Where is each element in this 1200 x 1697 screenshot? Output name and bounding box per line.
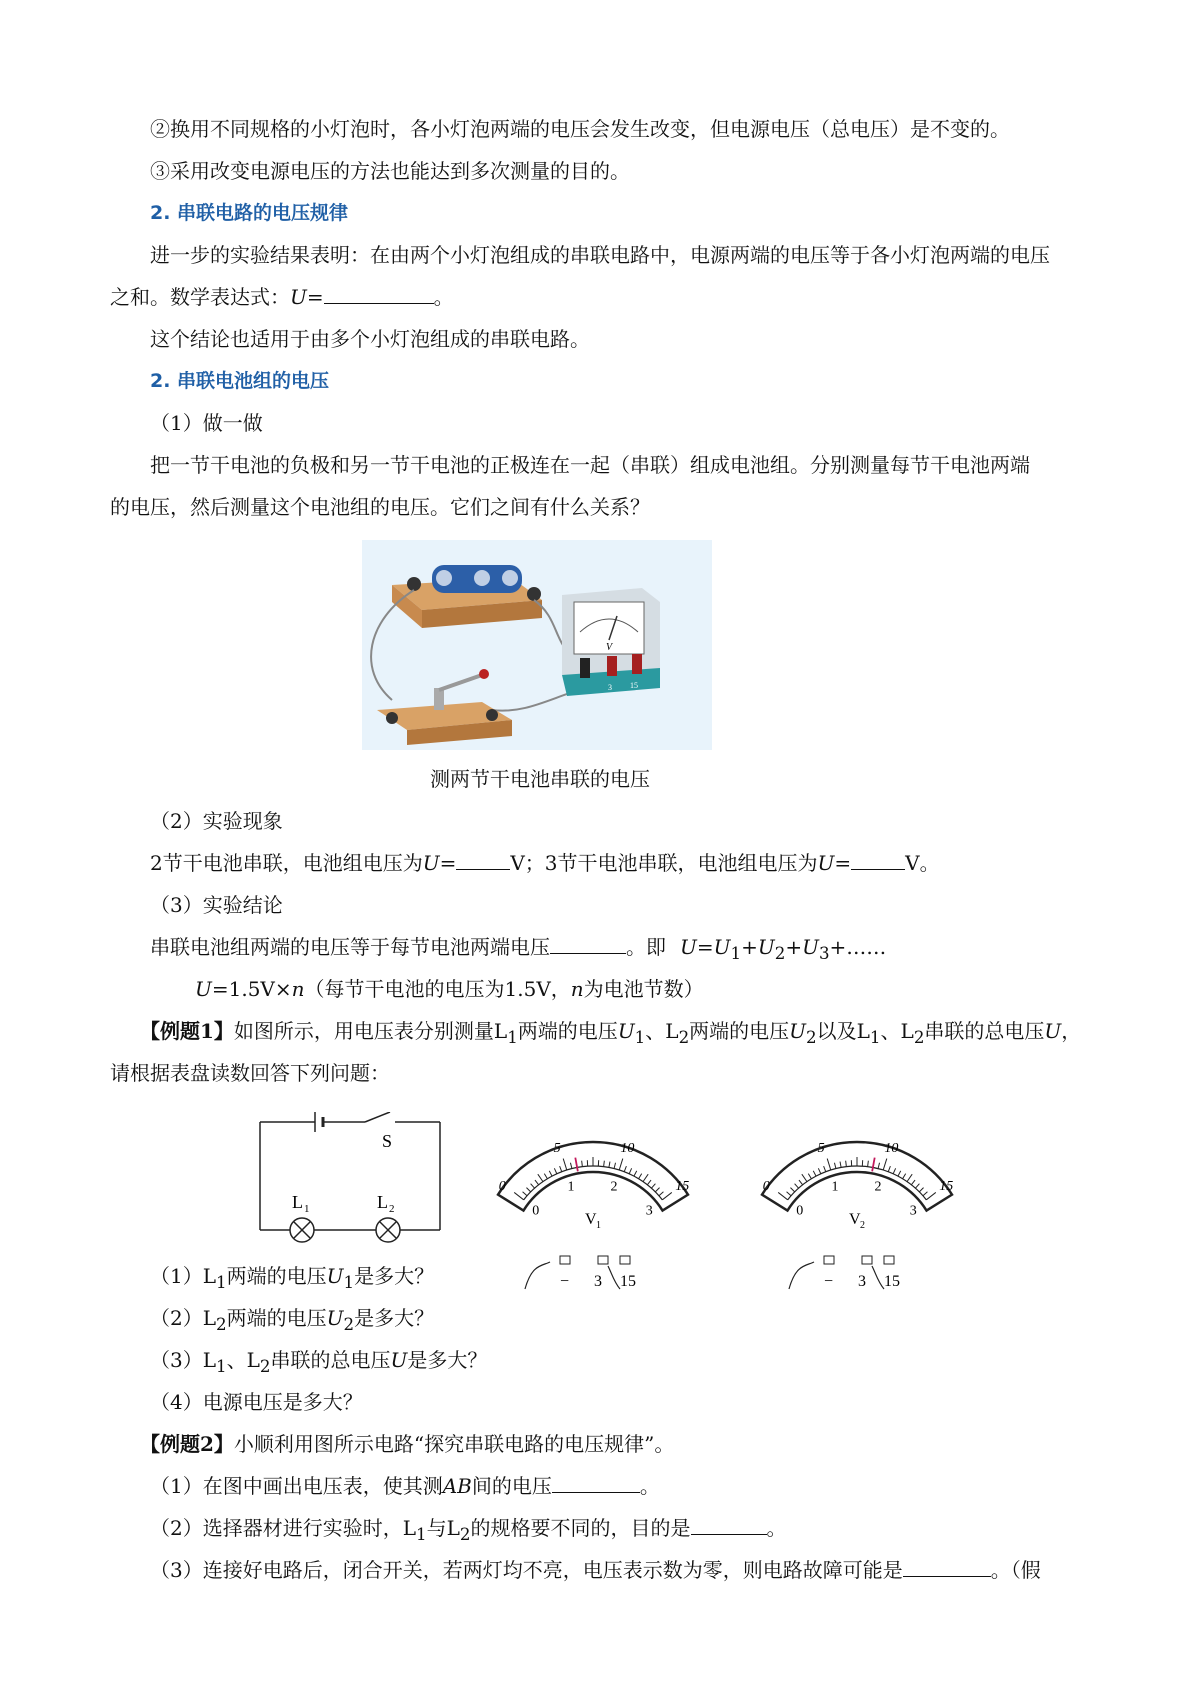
svg-text:L: L	[292, 1192, 303, 1212]
wire	[525, 1262, 550, 1289]
question-line: $(2)L_2$两端的电压$U_2$是多大？	[150, 1306, 435, 1334]
answer-blank[interactable]	[324, 283, 434, 304]
scale-label-top: 15	[939, 1179, 954, 1195]
dial-face	[762, 1142, 952, 1211]
meter-subscript: 2	[860, 1220, 865, 1231]
paragraph-line: （3）实验结论	[150, 893, 283, 917]
svg-text:2: 2	[389, 1203, 395, 1215]
question-line: $(1)L_1$两端的电压$U_1$是多大？	[150, 1264, 435, 1292]
terminal-icon	[598, 1256, 608, 1264]
scale-label-top: 5	[817, 1141, 825, 1157]
svg-text:3: 3	[858, 1273, 866, 1290]
scale-label-top: 0	[762, 1179, 770, 1195]
answer-blank[interactable]	[550, 933, 626, 954]
paragraph-line: 请根据表盘读数回答下列问题：	[110, 1061, 390, 1085]
scale-label-top: 0	[498, 1179, 506, 1195]
voltmeter-v1	[478, 1104, 708, 1254]
scale-label-bottom: 2	[610, 1179, 618, 1195]
example-line: 【例题2】小顺利用图所示电路“探究串联电路的电压规律”。	[140, 1432, 675, 1456]
scale-label-bottom: 3	[645, 1203, 653, 1219]
svg-text:S: S	[382, 1131, 393, 1151]
answer-blank[interactable]	[903, 1556, 991, 1577]
svg-text:15: 15	[884, 1273, 900, 1290]
paragraph-line: 的电压，然后测量这个电池组的电压。它们之间有什么关系？	[110, 495, 650, 519]
svg-text:V: V	[606, 642, 613, 653]
scale-label-bottom: 0	[796, 1203, 804, 1219]
terminal-icon	[884, 1256, 894, 1264]
scale-label-bottom: 1	[831, 1179, 839, 1195]
svg-text:3: 3	[594, 1273, 602, 1290]
paragraph-line: （2）实验现象	[150, 809, 283, 833]
scale-label-bottom: 2	[874, 1179, 882, 1195]
paragraph-line: ③采用改变电源电压的方法也能达到多次测量的目的。	[150, 159, 630, 183]
voltmeter-v2	[742, 1104, 972, 1254]
terminal-icon	[620, 1256, 630, 1264]
meter-name: V	[849, 1211, 861, 1228]
terminal-icon	[824, 1256, 834, 1264]
section-heading: 2. 串联电池组的电压	[150, 370, 330, 392]
scale-label-bottom: 1	[567, 1179, 575, 1195]
paragraph-line: （1）做一做	[150, 411, 263, 435]
svg-text:−: −	[560, 1273, 570, 1290]
answer-blank[interactable]	[851, 849, 905, 870]
svg-text:L: L	[377, 1192, 388, 1212]
wire	[789, 1262, 814, 1289]
answer-blank[interactable]	[552, 1472, 640, 1493]
svg-text:3: 3	[608, 683, 612, 692]
paragraph-line: 串联电池组两端的电压等于每节电池两端电压 。即 $U=U_1+U_2+U_3+\dots\dots$	[150, 935, 887, 963]
scale-label-bottom: 3	[909, 1203, 917, 1219]
meter-name: V	[585, 1211, 597, 1228]
terminal-icon	[560, 1256, 570, 1264]
section-heading: 2. 串联电路的电压规律	[150, 202, 349, 224]
paragraph-line: 这个结论也适用于由多个小灯泡组成的串联电路。	[150, 327, 590, 351]
scale-label-top: 10	[620, 1141, 635, 1157]
svg-text:15: 15	[630, 681, 638, 690]
scale-label-top: 15	[675, 1179, 690, 1195]
example-line: 【例题1】如图所示，用电压表分别测量$L_1$两端的电压$U_1$、$L_2$两端的电压$U_2$以及$L_1$、$L_2$串联的总电压U，	[140, 1019, 1082, 1047]
answer-blank[interactable]	[456, 849, 510, 870]
paragraph-line: 之和。数学表达式：U= 。	[110, 285, 454, 309]
question-line: （4）电源电压是多大？	[150, 1390, 363, 1414]
dial-face	[498, 1142, 688, 1211]
svg-text:1: 1	[304, 1203, 310, 1215]
switch-icon	[365, 1112, 390, 1122]
scale-label-bottom: 0	[532, 1203, 540, 1219]
formula-line: U=1.5V×n（每节干电池的电压为1.5V，n为电池节数）	[195, 977, 704, 1001]
meter-terminals-v2	[784, 1254, 964, 1294]
meter-terminals-v1	[520, 1254, 700, 1294]
scale-label-top: 10	[884, 1141, 899, 1157]
paragraph-line: 进一步的实验结果表明：在由两个小灯泡组成的串联电路中，电源两端的电压等于各小灯泡两端的电压	[150, 243, 1050, 267]
question-line: （3）连接好电路后，闭合开关，若两灯均不亮，电压表示数为零，则电路故障可能是 。（假	[150, 1558, 1041, 1582]
svg-text:15: 15	[620, 1273, 636, 1290]
battery-voltmeter-photo	[362, 540, 712, 750]
question-line: （2）选择器材进行实验时，$L_1$与$L_2$的规格要不同的，目的是 。	[150, 1516, 787, 1544]
answer-blank[interactable]	[691, 1514, 767, 1535]
figure-caption: 测两节干电池串联的电压	[430, 767, 650, 791]
svg-text:−: −	[824, 1273, 834, 1290]
paragraph-line: 2节干电池串联，电池组电压为U= V；3节干电池串联，电池组电压为U= V。	[150, 851, 940, 875]
circuit-diagram	[255, 1112, 455, 1252]
terminal-icon	[862, 1256, 872, 1264]
meter-subscript: 1	[596, 1220, 601, 1231]
paragraph-line: 把一节干电池的负极和另一节干电池的正极连在一起（串联）组成电池组。分别测量每节干电池两端	[150, 453, 1030, 477]
paragraph-line: ②换用不同规格的小灯泡时，各小灯泡两端的电压会发生改变，但电源电压（总电压）是不变的。	[150, 117, 1010, 141]
scale-label-top: 5	[553, 1141, 561, 1157]
question-line: （1）在图中画出电压表，使其测AB间的电压 。	[150, 1474, 660, 1498]
question-line: $(3)L_1$、$L_2$串联的总电压U是多大？	[150, 1348, 488, 1376]
